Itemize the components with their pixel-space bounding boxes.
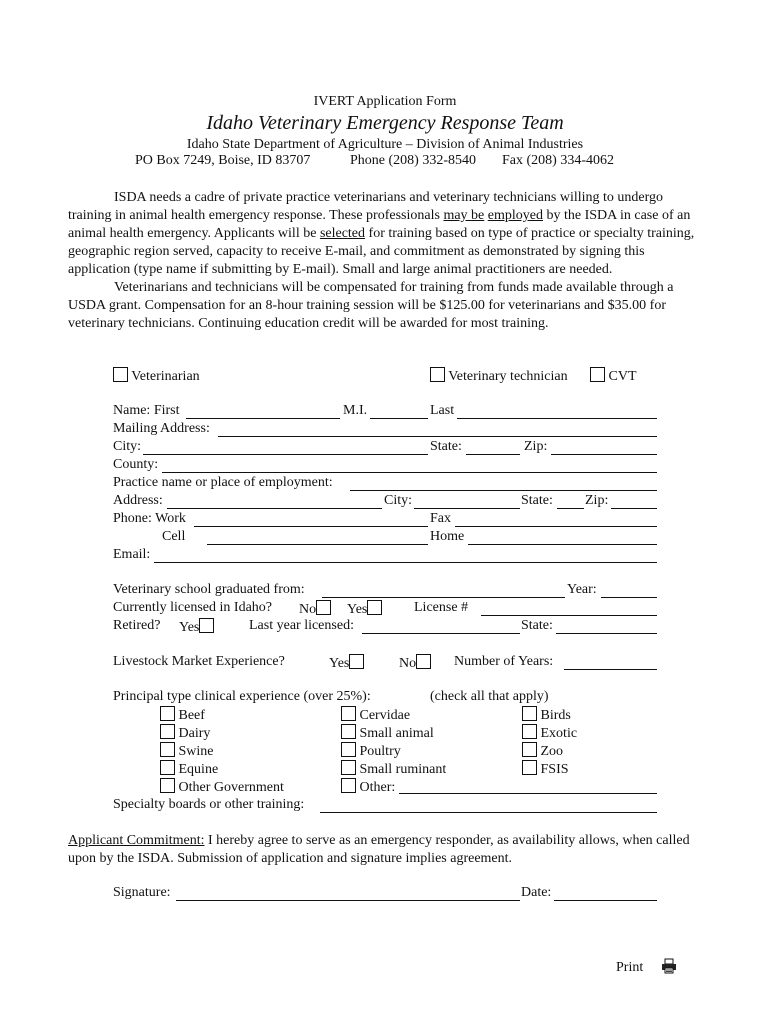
option-other-government[interactable]: Other Government <box>160 778 284 796</box>
livestock-no-option[interactable]: No <box>399 654 431 672</box>
livestock-yes-option[interactable]: Yes <box>329 654 364 672</box>
mailing-address-label: Mailing Address: <box>113 421 210 436</box>
specialty-label: Specialty boards or other training: <box>113 797 305 812</box>
licensed-no-checkbox[interactable] <box>316 600 331 615</box>
option-swine[interactable]: Swine <box>160 742 214 760</box>
equine-checkbox[interactable] <box>160 760 175 775</box>
city-label: City: <box>113 439 142 454</box>
mi-field[interactable] <box>370 418 428 419</box>
specialty-field[interactable] <box>320 812 657 813</box>
year-label: Year: <box>567 582 597 597</box>
cvt-checkbox[interactable] <box>590 367 605 382</box>
last-year-licensed-field[interactable] <box>362 633 520 634</box>
date-field[interactable] <box>554 900 657 901</box>
fax-number: Fax (208) 334-4062 <box>502 153 614 168</box>
option-dairy[interactable]: Dairy <box>160 724 210 742</box>
fsis-checkbox[interactable] <box>522 760 537 775</box>
intro-text: ISDA needs a cadre of private practice veterinarians and veterinary technicians willing to undergo training in animal health emergency response. These professionals may be employed by the ISDA in case of an animal health emergency. Applicants will be selected for training based on type of practice or specialty training, geographic region served, capacity to receive E-mail, and commitment as demonstrated by signing this application (type name if submitting by E-mail). Small and large animal practitioners are needed. Veterinarians and technicians will be compensated for training from funds made available through a USDA grant. Compensation for an 8-hour training session will be $125.00 for veterinarians and $35.00 for veterinary technicians. Continuing education credit will be awarded for most training. <box>68 190 695 331</box>
livestock-no-checkbox[interactable] <box>416 654 431 669</box>
first-name-field[interactable] <box>186 418 340 419</box>
small-ruminant-checkbox[interactable] <box>341 760 356 775</box>
clinical-label: Principal type clinical experience (over 25%): <box>113 689 371 704</box>
check-all-label: (check all that apply) <box>430 689 549 704</box>
email-field[interactable] <box>154 562 657 563</box>
email-label: Email: <box>113 547 151 562</box>
vet-school-field[interactable] <box>322 597 565 598</box>
option-exotic[interactable]: Exotic <box>522 724 577 742</box>
option-birds[interactable]: Birds <box>522 706 571 724</box>
license-state-label: State: <box>521 618 553 633</box>
zip-field[interactable] <box>551 454 657 455</box>
zip2-field[interactable] <box>611 508 657 509</box>
dairy-checkbox[interactable] <box>160 724 175 739</box>
option-small-ruminant[interactable]: Small ruminant <box>341 760 446 778</box>
state-label: State: <box>430 439 462 454</box>
mi-label: M.I. <box>343 403 368 418</box>
birds-checkbox[interactable] <box>522 706 537 721</box>
state2-label: State: <box>521 493 553 508</box>
option-zoo[interactable]: Zoo <box>522 742 563 760</box>
retired-label: Retired? <box>113 618 161 633</box>
vet-tech-option[interactable]: Veterinary technician <box>430 367 568 385</box>
form-name: IVERT Application Form <box>313 94 457 109</box>
veterinarian-checkbox[interactable] <box>113 367 128 382</box>
small-animal-checkbox[interactable] <box>341 724 356 739</box>
option-poultry[interactable]: Poultry <box>341 742 401 760</box>
phone-work-label: Phone: Work <box>113 511 186 526</box>
other-government-checkbox[interactable] <box>160 778 175 793</box>
other-field[interactable] <box>399 793 657 794</box>
cell-field[interactable] <box>207 544 428 545</box>
option-other[interactable]: Other: <box>341 778 395 796</box>
fax-field[interactable] <box>455 526 657 527</box>
state2-field[interactable] <box>557 508 584 509</box>
licensed-yes-checkbox[interactable] <box>367 600 382 615</box>
zip2-label: Zip: <box>585 493 609 508</box>
zoo-checkbox[interactable] <box>522 742 537 757</box>
printer-icon <box>661 958 677 979</box>
option-small-animal[interactable]: Small animal <box>341 724 434 742</box>
license-state-field[interactable] <box>556 633 657 634</box>
department: Idaho State Department of Agriculture – Division of Animal Industries <box>186 137 584 152</box>
option-equine[interactable]: Equine <box>160 760 218 778</box>
zip-label: Zip: <box>524 439 548 454</box>
home-label: Home <box>430 529 465 544</box>
license-number-field[interactable] <box>481 615 657 616</box>
print-button[interactable]: Print <box>616 958 677 979</box>
vet-school-label: Veterinary school graduated from: <box>113 582 305 597</box>
option-fsis[interactable]: FSIS <box>522 760 569 778</box>
address-label: Address: <box>113 493 163 508</box>
fax-label: Fax <box>430 511 451 526</box>
licensed-no-option[interactable]: No <box>299 600 331 618</box>
practice-label: Practice name or place of employment: <box>113 475 333 490</box>
years-field[interactable] <box>564 669 657 670</box>
city2-label: City: <box>384 493 413 508</box>
county-label: County: <box>113 457 159 472</box>
address-field[interactable] <box>167 508 382 509</box>
last-name-label: Last <box>430 403 455 418</box>
signature-label: Signature: <box>113 885 171 900</box>
page-title: Idaho Veterinary Emergency Response Team <box>206 112 564 134</box>
state-field[interactable] <box>466 454 520 455</box>
vet-tech-checkbox[interactable] <box>430 367 445 382</box>
licensed-yes-option[interactable]: Yes <box>347 600 382 618</box>
livestock-label: Livestock Market Experience? <box>113 654 285 669</box>
other-checkbox[interactable] <box>341 778 356 793</box>
last-year-licensed-label: Last year licensed: <box>249 618 354 633</box>
year-field[interactable] <box>601 597 657 598</box>
practice-field[interactable] <box>350 490 657 491</box>
veterinarian-option[interactable]: Veterinarian <box>113 367 200 385</box>
mailing-address-field[interactable] <box>218 436 657 437</box>
signature-field[interactable] <box>176 900 520 901</box>
cell-label: Cell <box>162 529 186 544</box>
first-name-label: Name: First <box>113 403 180 418</box>
retired-yes-checkbox[interactable] <box>199 618 214 633</box>
city-field[interactable] <box>143 454 428 455</box>
livestock-yes-checkbox[interactable] <box>349 654 364 669</box>
phone-work-field[interactable] <box>194 526 428 527</box>
phone-number: Phone (208) 332-8540 <box>350 153 476 168</box>
option-beef[interactable]: Beef <box>160 706 205 724</box>
cvt-option[interactable]: CVT <box>590 367 637 385</box>
beef-checkbox[interactable] <box>160 706 175 721</box>
mailing-address: PO Box 7249, Boise, ID 83707 <box>135 153 311 168</box>
exotic-checkbox[interactable] <box>522 724 537 739</box>
option-cervidae[interactable]: Cervidae <box>341 706 410 724</box>
county-field[interactable] <box>162 472 657 473</box>
date-label: Date: <box>521 885 552 900</box>
poultry-checkbox[interactable] <box>341 742 356 757</box>
last-name-field[interactable] <box>457 418 657 419</box>
retired-yes-option[interactable]: Yes <box>179 618 214 636</box>
home-field[interactable] <box>468 544 657 545</box>
license-number-label: License # <box>414 600 469 615</box>
licensed-label: Currently licensed in Idaho? <box>113 600 273 615</box>
commitment-text: Applicant Commitment: I hereby agree to serve as an emergency responder, as availability allows, when called upon by the ISDA. Submission of application and signature implies agreement. <box>68 833 690 866</box>
swine-checkbox[interactable] <box>160 742 175 757</box>
years-label: Number of Years: <box>454 654 554 669</box>
cervidae-checkbox[interactable] <box>341 706 356 721</box>
city2-field[interactable] <box>414 508 520 509</box>
